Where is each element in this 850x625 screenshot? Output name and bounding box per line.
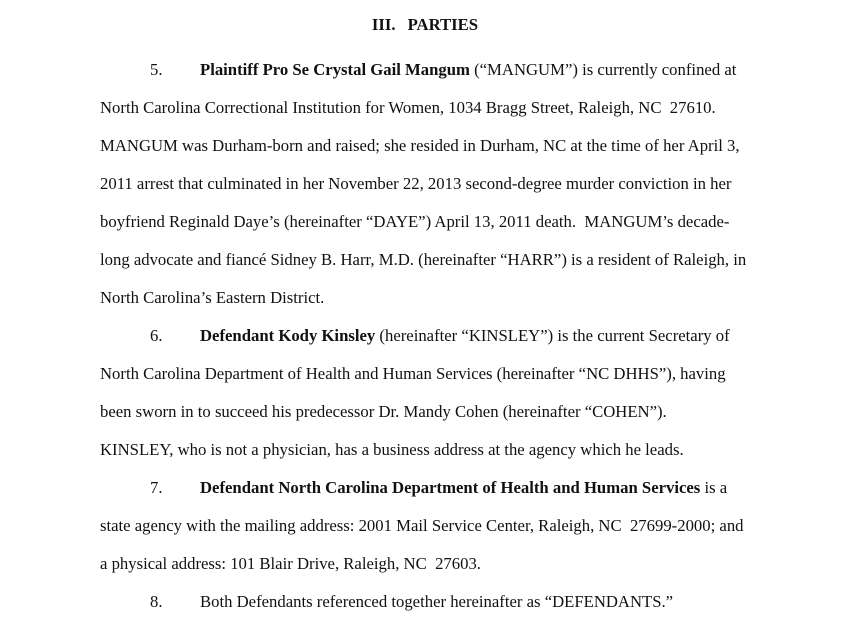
text-line: [100, 431, 750, 469]
paragraph-8: [100, 583, 750, 621]
paragraph-5: [100, 51, 750, 317]
paragraph-number: 8.: [150, 592, 163, 611]
text-segment: KINSLEY, who is not a physician, has a business address at the agency which he leads.: [100, 440, 684, 459]
text-line: [100, 583, 750, 621]
text-line: [100, 89, 750, 127]
section-heading: [100, 6, 750, 44]
paragraph-number: 7.: [150, 478, 163, 497]
text-segment: been sworn in to succeed his predecessor Dr. Mandy Cohen (hereinafter “COHEN”).: [100, 402, 667, 421]
text-segment: North Carolina’s Eastern District.: [100, 288, 325, 307]
text-segment: boyfriend Reginald Daye’s (hereinafter “DAYE”) April 13, 2011 death. MANGUM’s decade-: [100, 212, 730, 231]
bold-text-segment: Defendant North Carolina Department of Health and Human Services: [200, 478, 701, 497]
text-line: [100, 279, 750, 317]
text-line: [100, 545, 750, 583]
paragraph-number: 6.: [150, 326, 163, 345]
text-segment: state agency with the mailing address: 2001 Mail Service Center, Raleigh, NC 27699-2000; and: [100, 516, 744, 535]
text-line: [100, 165, 750, 203]
text-line: [100, 127, 750, 165]
text-line: [100, 51, 750, 89]
text-segment: North Carolina Correctional Institution for Women, 1034 Bragg Street, Raleigh, NC 27610.: [100, 98, 716, 117]
text-segment: MANGUM was Durham-born and raised; she resided in Durham, NC at the time of her April 3,: [100, 136, 740, 155]
bold-text-segment: Plaintiff Pro Se Crystal Gail Mangum: [200, 60, 470, 79]
text-line: [100, 507, 750, 545]
paragraph-number: 5.: [150, 60, 163, 79]
text-line: [100, 241, 750, 279]
text-segment: 2011 arrest that culminated in her November 22, 2013 second-degree murder conviction in her: [100, 174, 732, 193]
text-line: [100, 469, 750, 507]
text-segment: long advocate and fiancé Sidney B. Harr, M.D. (hereinafter “HARR”) is a resident of Raleigh, in: [100, 250, 747, 269]
text-line: [100, 317, 750, 355]
bold-text-segment: Defendant Kody Kinsley: [200, 326, 376, 345]
paragraph-6: [100, 317, 750, 469]
document-body: [100, 51, 750, 621]
text-line: [100, 355, 750, 393]
paragraph-7: [100, 469, 750, 583]
text-segment: a physical address: 101 Blair Drive, Raleigh, NC 27603.: [100, 554, 481, 573]
text-line: [100, 393, 750, 431]
section-numeral: III.: [371, 15, 396, 34]
section-title: PARTIES: [407, 15, 479, 34]
text-line: [100, 203, 750, 241]
text-segment: (“MANGUM”) is currently confined at: [469, 60, 737, 79]
text-segment: North Carolina Department of Health and Human Services (hereinafter “NC DHHS”), having: [100, 364, 726, 383]
text-segment: Both Defendants referenced together hereinafter as “DEFENDANTS.”: [200, 592, 674, 611]
text-segment: (hereinafter “KINSLEY”) is the current Secretary of: [375, 326, 730, 345]
text-segment: is a: [700, 478, 728, 497]
